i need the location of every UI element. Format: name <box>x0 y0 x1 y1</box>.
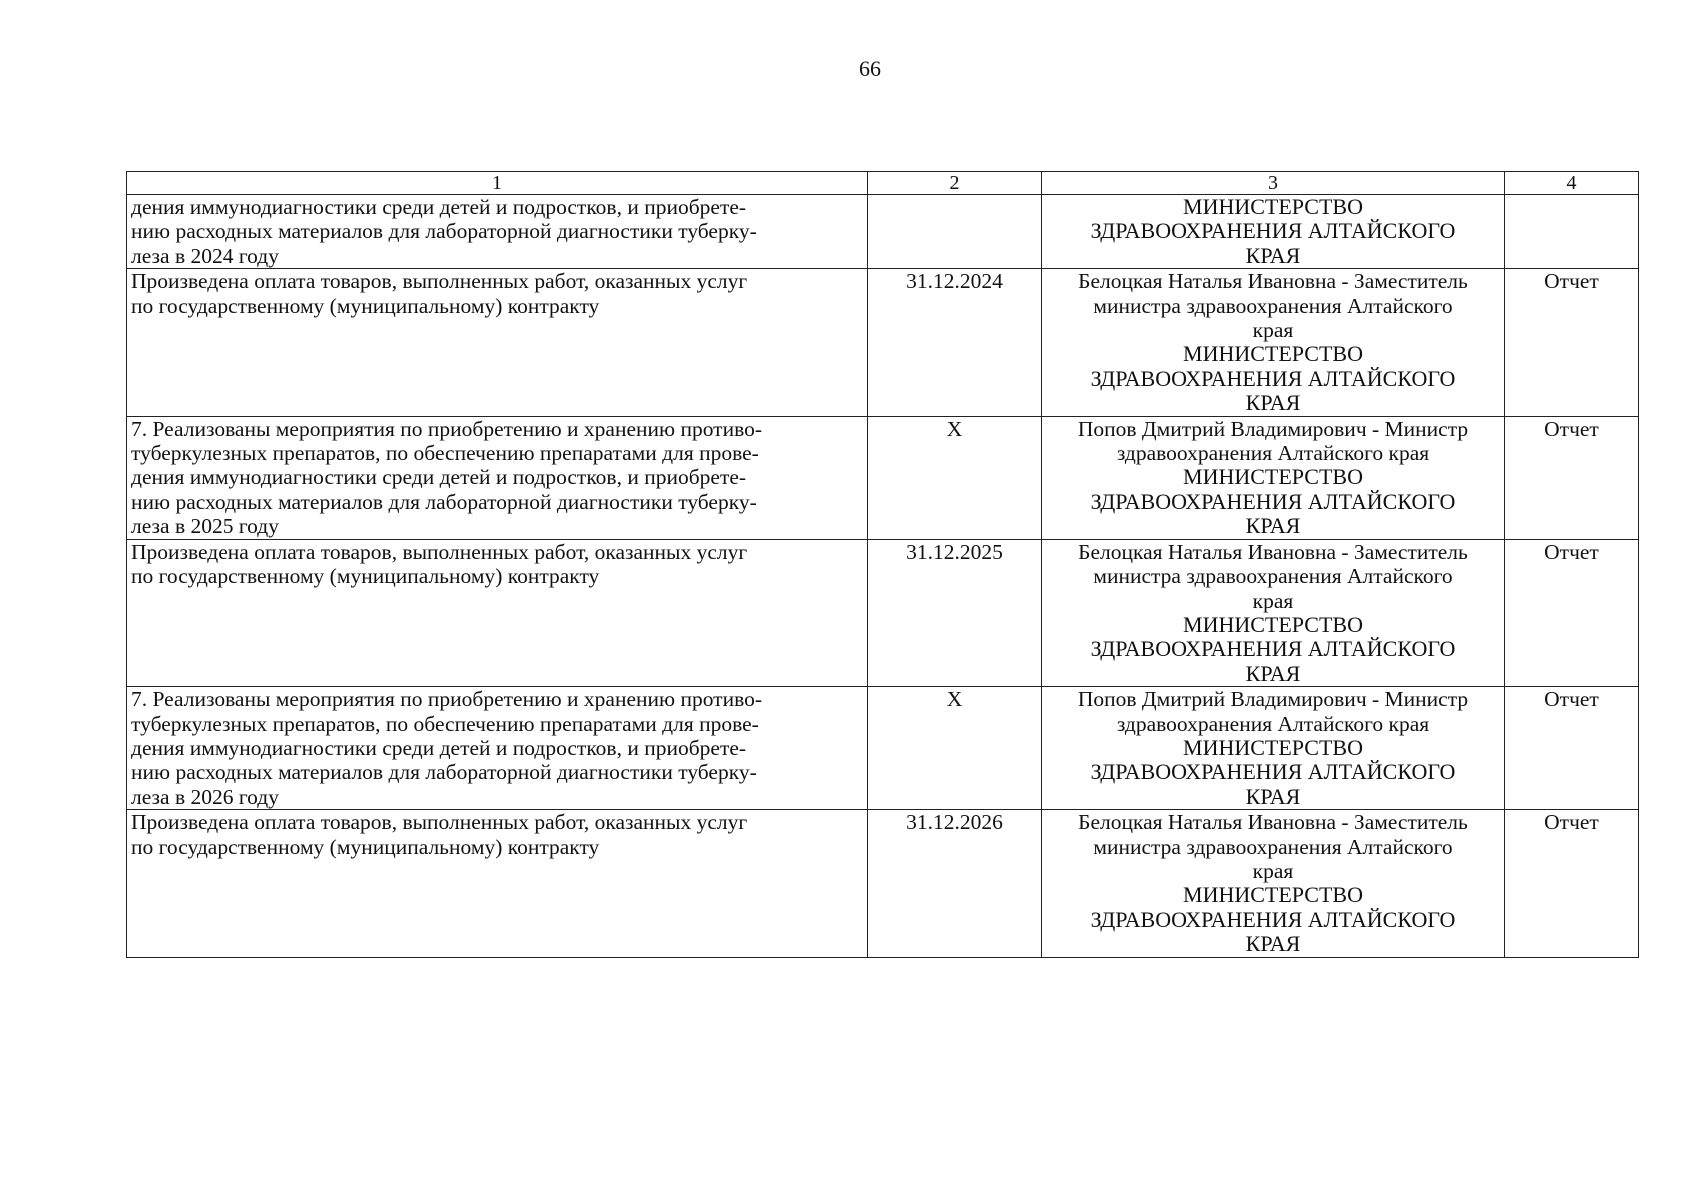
table-row <box>127 195 1639 269</box>
document-type-cell: Отчет <box>1505 810 1639 957</box>
description-line: леза в 2025 году <box>131 514 279 539</box>
ministry-line: КРАЯ <box>1245 931 1301 957</box>
document-type-cell: Отчет <box>1505 539 1639 686</box>
ministry-line: МИНИСТЕРСТВО <box>1183 341 1363 367</box>
header-cell-1: 1 <box>127 172 868 195</box>
document-type-cell: Отчет <box>1505 269 1639 416</box>
description-line: по государственному (муниципальному) контракту <box>131 834 600 859</box>
description-cell <box>127 195 868 269</box>
responsible-cell <box>1042 539 1505 686</box>
table-row <box>127 539 1639 686</box>
document-type-cell: Отчет <box>1505 687 1639 810</box>
ministry-line: МИНИСТЕРСТВО <box>1183 464 1363 490</box>
description-line: Произведена оплата товаров, выполненных работ, оказанных услуг <box>131 269 748 294</box>
description-line: 7. Реализованы мероприятия по приобретению и хранению противо- <box>131 416 762 441</box>
ministry-line: ЗДРАВООХРАНЕНИЯ АЛТАЙСКОГО <box>1090 636 1456 662</box>
ministry-line: МИНИСТЕРСТВО <box>1183 882 1363 908</box>
ministry-line: КРАЯ <box>1245 660 1301 686</box>
description-line: нию расходных материалов для лабораторной диагностики туберку- <box>131 760 757 785</box>
responsible-person-line: края <box>1252 858 1294 883</box>
table-row <box>127 687 1639 810</box>
description-line: по государственному (муниципальному) контракту <box>131 293 600 318</box>
responsible-person-line: министра здравоохранения Алтайского <box>1093 293 1453 318</box>
ministry-line: КРАЯ <box>1245 783 1301 809</box>
date-cell: 31.12.2026 <box>868 810 1042 957</box>
description-line: леза в 2026 году <box>131 784 279 809</box>
description-cell <box>127 416 868 539</box>
date-cell: 31.12.2025 <box>868 539 1042 686</box>
description-line: туберкулезных препаратов, по обеспечению препаратами для прове- <box>131 441 759 466</box>
responsible-person-line: министра здравоохранения Алтайского <box>1093 564 1453 589</box>
date-cell: X <box>868 416 1042 539</box>
ministry-line: КРАЯ <box>1245 242 1301 268</box>
table-row <box>127 810 1639 957</box>
description-cell <box>127 687 868 810</box>
ministry-line: КРАЯ <box>1245 513 1301 539</box>
description-cell <box>127 269 868 416</box>
description-cell <box>127 810 868 957</box>
header-cell-2: 2 <box>868 172 1042 195</box>
ministry-line: МИНИСТЕРСТВО <box>1183 611 1363 637</box>
description-line: нию расходных материалов для лабораторной диагностики туберку- <box>131 489 757 514</box>
ministry-line: ЗДРАВООХРАНЕНИЯ АЛТАЙСКОГО <box>1090 488 1456 514</box>
responsible-person-line: здравоохранения Алтайского края <box>1116 711 1430 736</box>
date-cell <box>868 195 1042 269</box>
description-line: туберкулезных препаратов, по обеспечению препаратами для прове- <box>131 711 759 736</box>
date-cell: X <box>868 687 1042 810</box>
ministry-line: ЗДРАВООХРАНЕНИЯ АЛТАЙСКОГО <box>1090 906 1456 932</box>
responsible-cell <box>1042 687 1505 810</box>
responsible-person-line: Попов Дмитрий Владимирович - Министр <box>1077 687 1469 712</box>
responsible-person-line: Белоцкая Наталья Ивановна - Заместитель <box>1078 539 1468 564</box>
header-cell-3: 3 <box>1042 172 1505 195</box>
responsible-cell <box>1042 269 1505 416</box>
table-row <box>127 416 1639 539</box>
date-cell: 31.12.2024 <box>868 269 1042 416</box>
table-row <box>127 269 1639 416</box>
responsible-cell <box>1042 416 1505 539</box>
description-line: Произведена оплата товаров, выполненных работ, оказанных услуг <box>131 810 748 835</box>
ministry-line: ЗДРАВООХРАНЕНИЯ АЛТАЙСКОГО <box>1090 218 1456 244</box>
responsible-cell <box>1042 810 1505 957</box>
description-line: дения иммунодиагностики среди детей и подростков, и приобрете- <box>131 465 747 490</box>
ministry-line: МИНИСТЕРСТВО <box>1183 194 1363 219</box>
ministry-line: МИНИСТЕРСТВО <box>1183 734 1363 760</box>
measures-table <box>126 171 1639 958</box>
responsible-person-line: края <box>1252 588 1294 613</box>
table-header-row <box>127 172 1639 195</box>
responsible-person-line: Белоцкая Наталья Ивановна - Заместитель <box>1078 810 1468 835</box>
ministry-line: ЗДРАВООХРАНЕНИЯ АЛТАЙСКОГО <box>1090 759 1456 785</box>
description-line: дения иммунодиагностики среди детей и подростков, и приобрете- <box>131 735 747 760</box>
responsible-person-line: Белоцкая Наталья Ивановна - Заместитель <box>1078 269 1468 294</box>
ministry-line: КРАЯ <box>1245 390 1301 416</box>
responsible-cell <box>1042 195 1505 269</box>
document-type-cell <box>1505 195 1639 269</box>
description-line: нию расходных материалов для лабораторной диагностики туберку- <box>131 219 757 244</box>
responsible-person-line: края <box>1252 318 1294 343</box>
description-cell <box>127 539 868 686</box>
description-line: леза в 2024 году <box>131 243 279 268</box>
header-cell-4: 4 <box>1505 172 1639 195</box>
description-line: дения иммунодиагностики среди детей и подростков, и приобрете- <box>131 195 747 219</box>
description-line: по государственному (муниципальному) контракту <box>131 564 600 589</box>
document-type-cell: Отчет <box>1505 416 1639 539</box>
page-number: 66 <box>859 56 881 81</box>
responsible-person-line: министра здравоохранения Алтайского <box>1093 834 1453 859</box>
responsible-person-line: здравоохранения Алтайского края <box>1116 441 1430 466</box>
ministry-line: ЗДРАВООХРАНЕНИЯ АЛТАЙСКОГО <box>1090 365 1456 391</box>
responsible-person-line: Попов Дмитрий Владимирович - Министр <box>1077 416 1469 441</box>
description-line: Произведена оплата товаров, выполненных работ, оказанных услуг <box>131 539 748 564</box>
description-line: 7. Реализованы мероприятия по приобретению и хранению противо- <box>131 687 762 712</box>
